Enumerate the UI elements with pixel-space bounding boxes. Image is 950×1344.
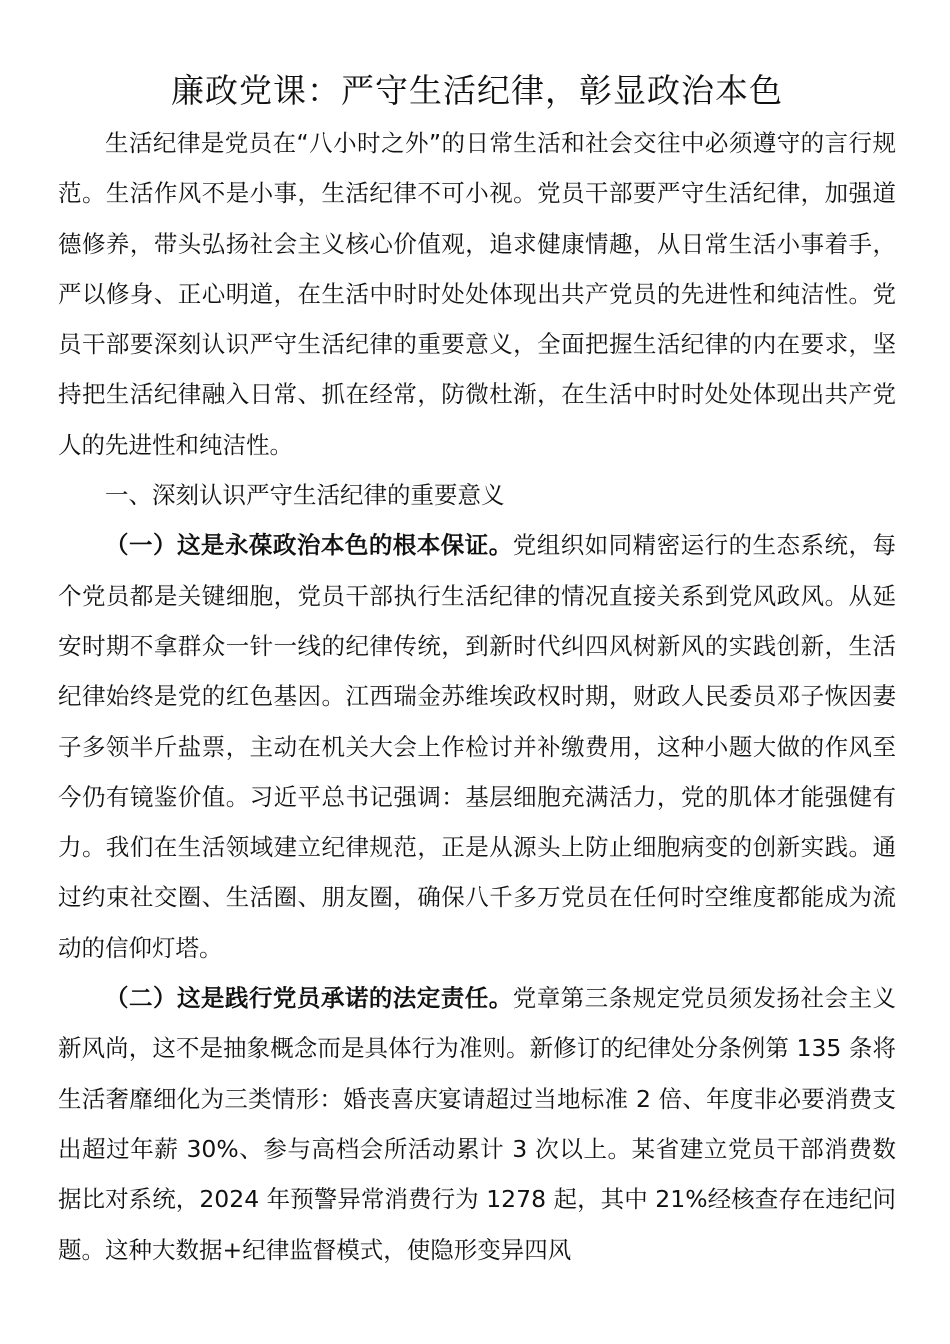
subsection-lead-1: （一）这是永葆政治本色的根本保证。 [105,531,513,560]
subsection-paragraph-2 [58,973,896,1275]
subsection-body-2: 党章第三条规定党员须发扬社会主义新风尚，这不是抽象概念而是具体行为准则。新修订的纪律处分条例第 135 条将生活奢靡细化为三类情形：婚丧喜庆宴请超过当地标准 2 倍、年度非必要消费支出超过年薪 30%、参与高档会所活动累计 3 次以上。某省建立党员干部消费数据比对系统，2024 年预警异常消费行为 1278 起，其中 21%经核查存在违纪问题。这种大数据+纪律监督模式，使隐形变异四风 [58,984,896,1264]
section-heading: 一、深刻认识严守生活纪律的重要意义 [105,481,505,510]
subsection-body-1: 党组织如同精密运行的生态系统，每个党员都是关键细胞，党员干部执行生活纪律的情况直接关系到党风政风。从延安时期不拿群众一针一线的纪律传统，到新时代纠四风树新风的实践创新，生活纪律始终是党的红色基因。江西瑞金苏维埃政权时期，财政人民委员邓子恢因妻子多领半斤盐票，主动在机关大会上作检讨并补缴费用，这种小题大做的作风至今仍有镜鉴价值。习近平总书记强调：基层细胞充满活力，党的肌体才能强健有力。我们在生活领域建立纪律规范，正是从源头上防止细胞病变的创新实践。通过约束社交圈、生活圈、朋友圈，确保八千多万党员在任何时空维度都能成为流动的信仰灯塔。 [58,531,896,962]
document-title: 廉政党课：严守生活纪律，彰显政治本色 [171,71,783,110]
subsection-lead-2: （二）这是践行党员承诺的法定责任。 [105,984,513,1013]
intro-paragraph: 生活纪律是党员在“八小时之外”的日常生活和社会交往中必须遵守的言行规范。生活作风不是小事，生活纪律不可小视。党员干部要严守生活纪律，加强道德修养，带头弘扬社会主义核心价值观，追求健康情趣，从日常生活小事着手，严以修身、正心明道，在生活中时时处处体现出共产党员的先进性和纯洁性。党员干部要深刻认识严守生活纪律的重要意义，全面把握生活纪律的内在要求，坚持把生活纪律融入日常、抓在经常，防微杜渐，在生活中时时处处体现出共产党人的先进性和纯洁性。 [58,129,896,459]
document-page [58,66,896,1275]
subsection-paragraph-1 [58,520,896,973]
